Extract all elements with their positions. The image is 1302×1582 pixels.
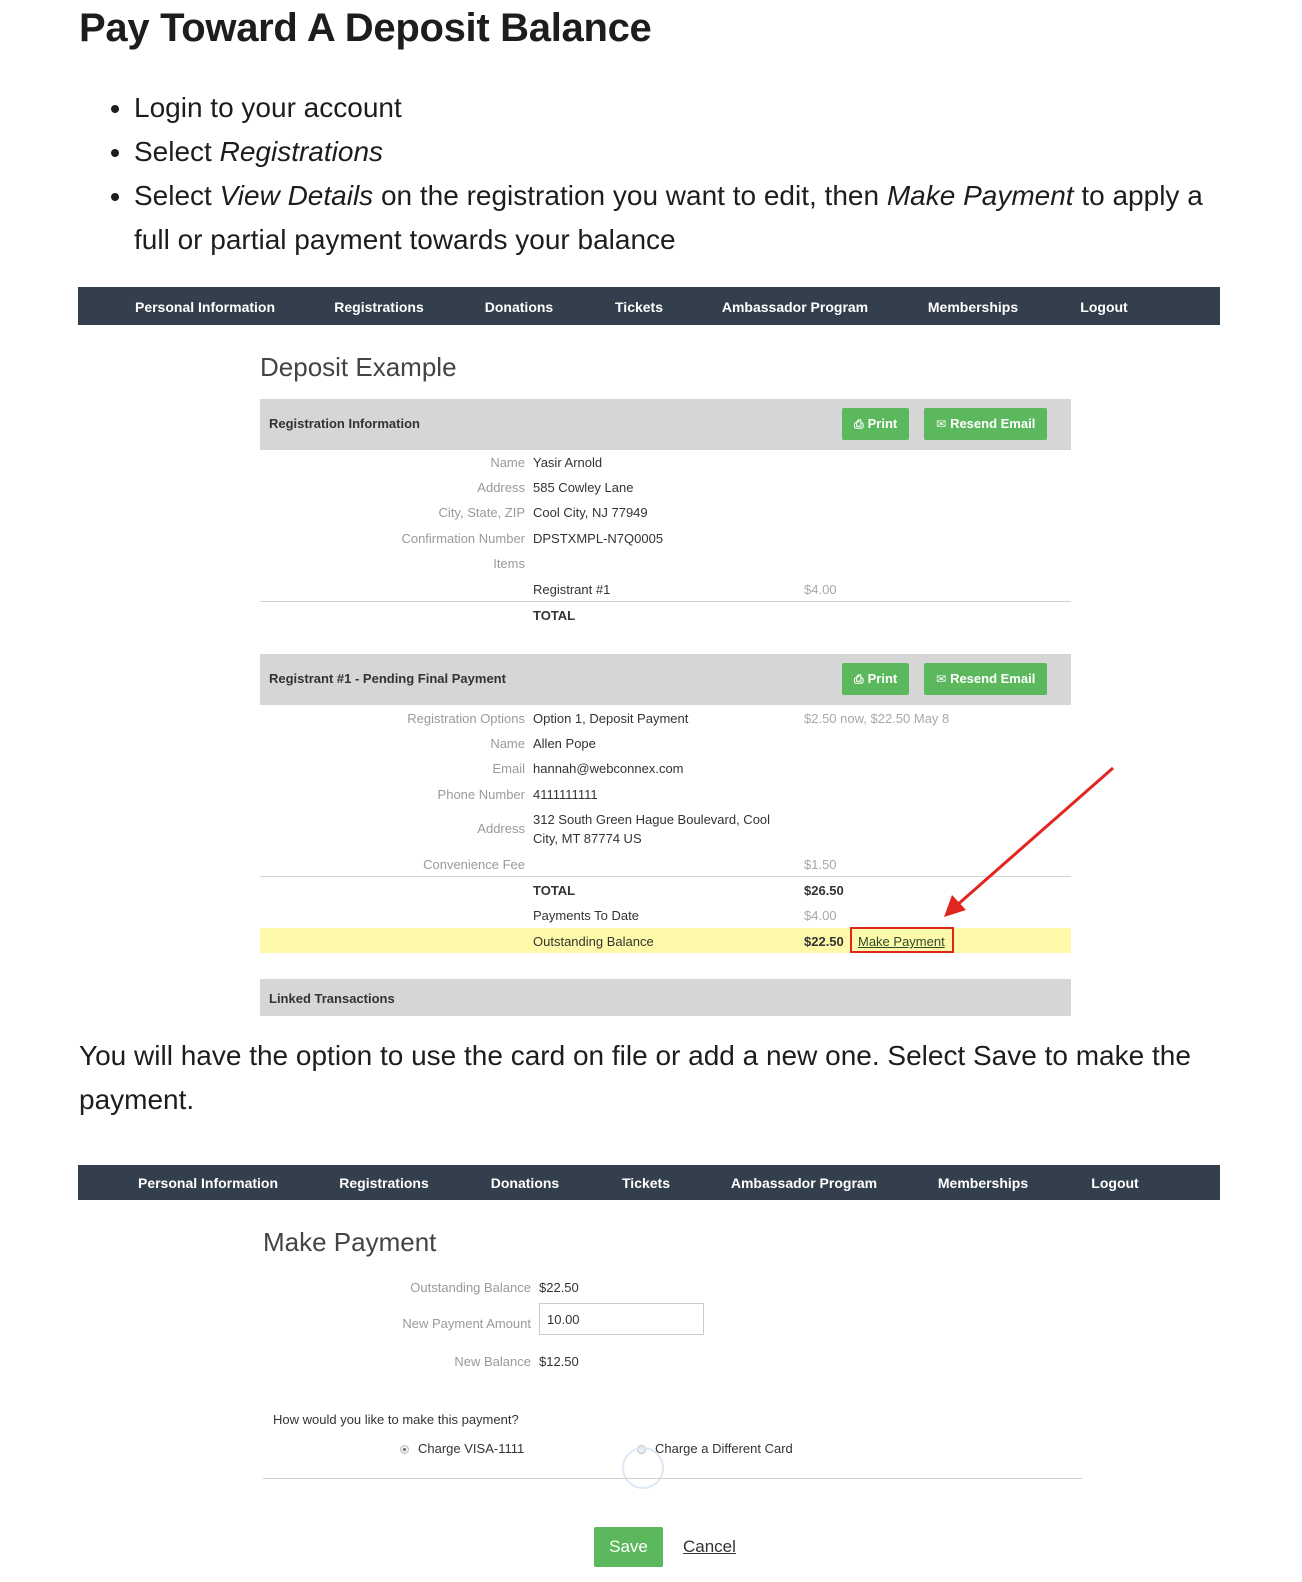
divider — [260, 601, 1071, 602]
new-balance-value: $12.50 — [539, 1354, 579, 1369]
nav-ambassador-program[interactable]: Ambassador Program — [730, 1175, 878, 1191]
field-label: Email — [492, 761, 525, 776]
nav-logout[interactable]: Logout — [1080, 299, 1128, 315]
field-label: Confirmation Number — [401, 531, 525, 546]
step-view-details: • Select View Details on the registration you want to edit, then Make Payment to apply a full or partial payment towards your balance — [134, 174, 1234, 262]
nav-ambassador-program[interactable]: Ambassador Program — [721, 299, 869, 315]
envelope-icon: ✉ — [936, 672, 947, 686]
field-label: Outstanding Balance — [410, 1280, 531, 1295]
radio-label-different-card: Charge a Different Card — [655, 1441, 793, 1456]
line-item-amount: $4.00 — [804, 582, 837, 597]
field-value: Cool City, NJ 77949 — [533, 505, 648, 520]
field-label: City, State, ZIP — [438, 505, 525, 520]
account-nav-bar — [78, 287, 1220, 325]
resend-email-button[interactable]: ✉ Resend Email — [924, 408, 1047, 440]
field-label: Name — [490, 455, 525, 470]
article-title: Pay Toward A Deposit Balance — [79, 6, 652, 50]
nav-donations[interactable]: Donations — [490, 1175, 560, 1191]
steps-list — [79, 86, 1234, 262]
radio-label-charge-visa: Charge VISA-1111 — [418, 1441, 525, 1456]
field-value: City, MT 87774 US — [533, 831, 642, 846]
envelope-icon: ✉ — [936, 417, 947, 431]
field-value: Allen Pope — [533, 736, 596, 751]
line-item: Registrant #1 — [533, 582, 611, 597]
payments-to-date-amount: $4.00 — [804, 908, 837, 923]
field-value: 585 Cowley Lane — [533, 480, 634, 495]
nav-tickets[interactable]: Tickets — [615, 299, 663, 315]
field-label: New Payment Amount — [402, 1316, 531, 1331]
payments-to-date-label: Payments To Date — [533, 908, 639, 923]
payment-method-question: How would you like to make this payment? — [273, 1412, 519, 1427]
panel-title: Linked Transactions — [269, 991, 395, 1006]
field-label: Convenience Fee — [423, 857, 525, 872]
nav-registrations[interactable]: Registrations — [334, 299, 424, 315]
outstanding-balance-amount: $22.50 — [804, 934, 844, 949]
print-icon: ⎙ — [854, 417, 864, 431]
step-login: • Login to your account — [134, 86, 1234, 130]
nav-personal-information[interactable]: Personal Information — [134, 299, 276, 315]
field-value: hannah@webconnex.com — [533, 761, 684, 776]
account-nav-bar — [78, 1165, 1220, 1200]
make-payment-link[interactable]: Make Payment — [858, 934, 945, 949]
panel-title: Registrant #1 - Pending Final Payment — [269, 671, 506, 686]
nav-tickets[interactable]: Tickets — [622, 1175, 670, 1191]
field-label: New Balance — [454, 1354, 531, 1369]
nav-personal-information[interactable]: Personal Information — [137, 1175, 279, 1191]
print-button[interactable]: ⎙ Print — [842, 663, 909, 695]
payment-amount-input[interactable]: 10.00 — [539, 1303, 704, 1335]
annotation-arrow-icon — [930, 760, 1120, 925]
field-value: DPSTXMPL-N7Q0005 — [533, 531, 664, 546]
total-amount: $26.50 — [804, 883, 844, 898]
step-registrations: • Select Registrations — [134, 130, 1234, 174]
nav-memberships[interactable]: Memberships — [927, 299, 1019, 315]
make-payment-heading: Make Payment — [263, 1227, 437, 1257]
radio-charge-visa[interactable] — [400, 1445, 409, 1454]
print-icon: ⎙ — [854, 672, 864, 686]
cancel-link[interactable]: Cancel — [683, 1537, 736, 1556]
field-label: Address — [477, 821, 525, 836]
nav-donations[interactable]: Donations — [484, 299, 554, 315]
outstanding-balance-value: $22.50 — [539, 1280, 579, 1295]
save-button[interactable]: Save — [594, 1527, 663, 1567]
total-label: TOTAL — [533, 608, 576, 623]
divider — [263, 1478, 1082, 1479]
field-label: Address — [477, 480, 525, 495]
field-label: Phone Number — [437, 787, 525, 802]
field-label: Name — [490, 736, 525, 751]
nav-memberships[interactable]: Memberships — [937, 1175, 1029, 1191]
click-indicator-icon — [622, 1447, 664, 1489]
field-value: Option 1, Deposit Payment — [533, 711, 689, 726]
resend-email-button[interactable]: ✉ Resend Email — [924, 663, 1047, 695]
outstanding-balance-label: Outstanding Balance — [533, 934, 654, 949]
make-payment-highlight — [850, 927, 954, 953]
panel-title: Registration Information — [269, 416, 420, 431]
print-button[interactable]: ⎙ Print — [842, 408, 909, 440]
field-label: Items — [493, 556, 525, 571]
registration-heading: Deposit Example — [260, 352, 457, 382]
field-value: 312 South Green Hague Boulevard, Cool — [533, 812, 771, 827]
instruction-paragraph: You will have the option to use the card on file or add a new one. Select Save to make the payment. — [79, 1040, 1191, 1115]
field-label: Registration Options — [407, 711, 525, 726]
field-value: Yasir Arnold — [533, 455, 603, 470]
options-amount: $2.50 now, $22.50 May 8 — [804, 711, 950, 726]
linked-transactions-header — [260, 979, 1071, 1016]
fee-amount: $1.50 — [804, 857, 837, 872]
field-value: 4111111111 — [533, 787, 598, 802]
nav-registrations[interactable]: Registrations — [339, 1175, 429, 1191]
nav-logout[interactable]: Logout — [1091, 1175, 1139, 1191]
total-label: TOTAL — [533, 883, 576, 898]
